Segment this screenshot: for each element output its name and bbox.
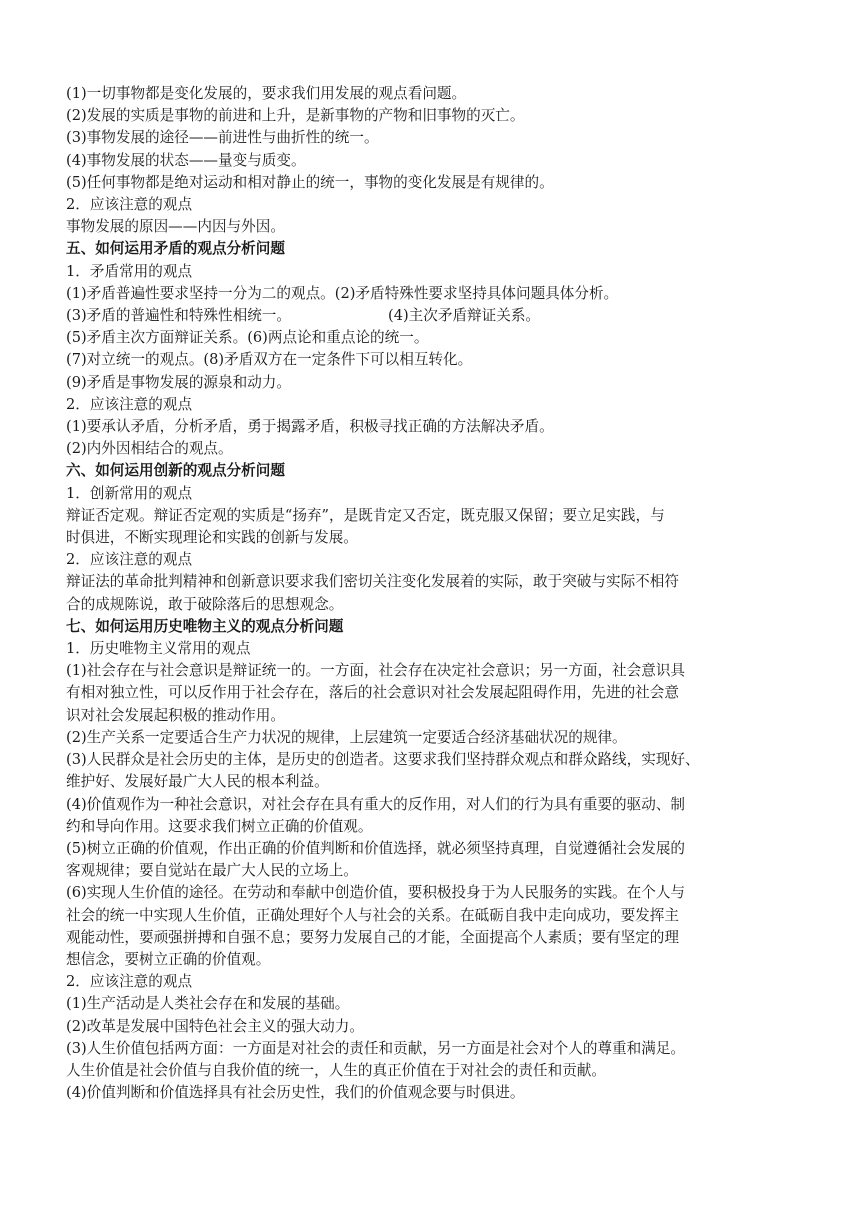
- paragraph: 事物发展的原因——内因与外因。: [66, 218, 285, 236]
- list-item: (4)价值判断和价值选择具有社会历史性，我们的价值观念要与时俱进。: [66, 1084, 525, 1102]
- section-heading: 六、如何运用创新的观点分析问题: [66, 462, 285, 480]
- list-item: (2)内外因相结合的观点。: [66, 440, 233, 458]
- paragraph-line: 社会的统一中实现人生价值，正确处理好个人与社会的关系。在砥砺自我中走向成功，要发挥主: [66, 906, 679, 924]
- subsection-title: 1．历史唯物主义常用的观点: [66, 640, 251, 658]
- list-item: (4)主次矛盾辩证关系。: [388, 307, 541, 325]
- paragraph-line: 维护好、发展好最广大人民的根本利益。: [66, 773, 329, 791]
- list-item: (7)对立统一的观点。(8)矛盾双方在一定条件下可以相互转化。: [66, 351, 473, 369]
- paragraph-line: 想信念，要树立正确的价值观。: [66, 950, 271, 968]
- paragraph-line: 人生价值是社会价值与自我价值的统一，人生的真正价值在于对社会的责任和贡献。: [66, 1061, 606, 1079]
- paragraph-line: 有相对独立性，可以反作用于社会存在，落后的社会意识对社会发展起阻碍作用，先进的社会意: [66, 684, 679, 702]
- paragraph-line: (3)人生价值包括两方面：一方面是对社会的责任和贡献，另一方面是社会对个人的尊重和满足。: [66, 1039, 686, 1057]
- list-item: (2)改革是发展中国特色社会主义的强大动力。: [66, 1017, 364, 1035]
- list-item: (1)一切事物都是变化发展的，要求我们用发展的观点看问题。: [66, 85, 467, 102]
- list-item: (9)矛盾是事物发展的源泉和动力。: [66, 373, 291, 391]
- list-item: (4)事物发展的状态——量变与质变。: [66, 151, 306, 169]
- list-item: (1)矛盾普遍性要求坚持一分为二的观点。(2)矛盾特殊性要求坚持具体问题具体分析。: [66, 284, 619, 302]
- list-item: (2)发展的实质是事物的前进和上升，是新事物的产物和旧事物的灭亡。: [66, 107, 525, 125]
- section-heading: 七、如何运用历史唯物主义的观点分析问题: [66, 617, 344, 635]
- subsection-title: 1．矛盾常用的观点: [66, 262, 193, 280]
- list-item: (1)要承认矛盾，分析矛盾，勇于揭露矛盾，积极寻找正确的方法解决矛盾。: [66, 418, 554, 436]
- subsection-title: 2．应该注意的观点: [66, 973, 193, 991]
- paragraph-line: (5)树立正确的价值观，作出正确的价值判断和价值选择，就必须坚持真理，自觉遵循社会发展的: [66, 839, 686, 857]
- list-item: (1)生产活动是人类社会存在和发展的基础。: [66, 995, 350, 1013]
- paragraph-line: 识对社会发展起积极的推动作用。: [66, 706, 285, 724]
- subsection-title: 2．应该注意的观点: [66, 551, 193, 569]
- list-item: (3)事物发展的途径——前进性与曲折性的统一。: [66, 129, 379, 147]
- paragraph-line: 辩证否定观。辩证否定观的实质是“扬弃”，是既肯定又否定，既克服又保留；要立足实践，与: [66, 506, 665, 524]
- paragraph-line: 观能动性，要顽强拼搏和自强不息；要努力发展自己的才能，全面提高个人素质；要有坚定的理: [66, 928, 679, 946]
- section-heading: 五、如何运用矛盾的观点分析问题: [66, 240, 285, 258]
- paragraph-line: (6)实现人生价值的途径。在劳动和奉献中创造价值，要积极投身于为人民服务的实践。在个人与: [66, 884, 686, 902]
- paragraph-line: 客观规律；要自觉站在最广大人民的立场上。: [66, 862, 358, 880]
- paragraph-line: (1)社会存在与社会意识是辩证统一的。一方面，社会存在决定社会意识；另一方面，社会意识具: [66, 662, 686, 680]
- paragraph-line: 时俱进，不断实现理论和实践的创新与发展。: [66, 529, 358, 547]
- list-item: (5)任何事物都是绝对运动和相对静止的统一，事物的变化发展是有规律的。: [66, 173, 554, 191]
- subsection-title: 2．应该注意的观点: [66, 395, 193, 413]
- list-item: (3)矛盾的普遍性和特殊性相统一。: [66, 307, 291, 325]
- paragraph-line: 约和导向作用。这要求我们树立正确的价值观。: [66, 817, 373, 835]
- subsection-title: 2．应该注意的观点: [66, 196, 193, 214]
- list-row: [66, 305, 800, 327]
- paragraph-line: (3)人民群众是社会历史的主体，是历史的创造者。这要求我们坚持群众观点和群众路线，实现好、: [66, 751, 700, 769]
- paragraph-line: (2)生产关系一定要适合生产力状况的规律，上层建筑一定要适合经济基础状况的规律。: [66, 728, 627, 746]
- paragraph-line: 合的成规陈说，敢于破除落后的思想观念。: [66, 595, 344, 613]
- document-page: [66, 83, 800, 1104]
- paragraph-line: 辩证法的革命批判精神和创新意识要求我们密切关注变化发展着的实际，敢于突破与实际不相符: [66, 573, 679, 591]
- list-item: (5)矛盾主次方面辩证关系。(6)两点论和重点论的统一。: [66, 329, 429, 347]
- subsection-title: 1．创新常用的观点: [66, 484, 193, 502]
- paragraph-line: (4)价值观作为一种社会意识，对社会存在具有重大的反作用，对人们的行为具有重要的驱动、制: [66, 795, 686, 813]
